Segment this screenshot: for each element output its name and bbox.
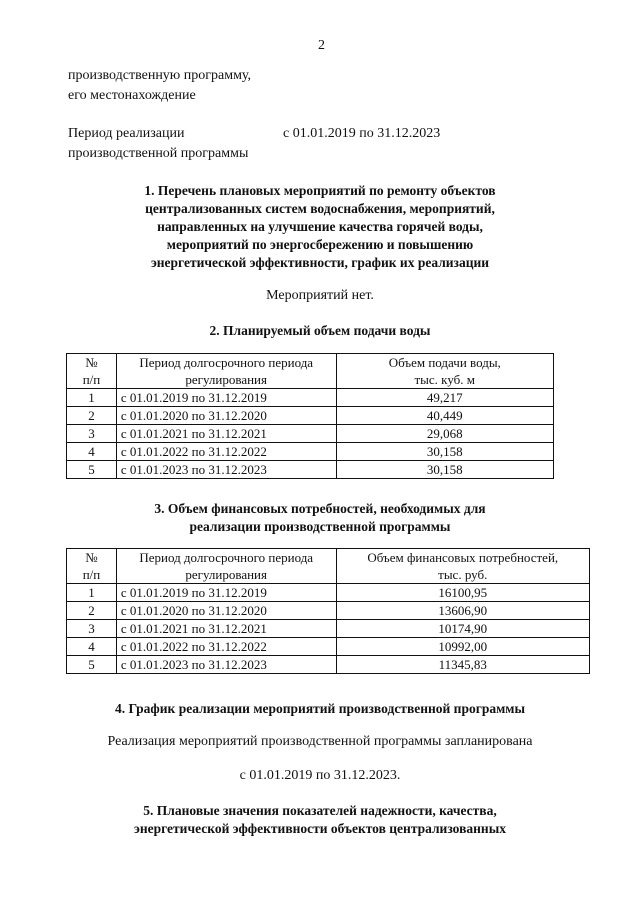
table-row: 5 с 01.01.2023 по 31.12.2023 11345,83 xyxy=(67,656,590,674)
financial-needs-table xyxy=(66,548,590,674)
section1-title-line-3: направленных на улучшение качества горячей воды, xyxy=(157,219,483,234)
section4-title: 4. График реализации мероприятий производственной программы xyxy=(114,701,526,716)
header-num: № п/п xyxy=(67,549,117,584)
table-row: 4 с 01.01.2022 по 31.12.2022 30,158 xyxy=(67,443,554,461)
intro-line-1: производственную программу, xyxy=(68,68,252,83)
section1-title-line-4: мероприятий по энергосбережению и повышению xyxy=(166,237,474,252)
section1-title-line-5: энергетической эффективности, график их реализации xyxy=(150,255,490,270)
table-row: 4 с 01.01.2022 по 31.12.2022 10992,00 xyxy=(67,638,590,656)
section2-title: 2. Планируемый объем подачи воды xyxy=(209,323,431,338)
table-header-row xyxy=(67,549,590,584)
intro-line-2: его местонахождение xyxy=(68,88,196,103)
header-period: Период долгосрочного периода регулирования xyxy=(116,549,336,584)
period-label-1: Период реализации xyxy=(68,126,185,141)
section4-body-line-2: с 01.01.2019 по 31.12.2023. xyxy=(239,768,401,783)
header-period: Период долгосрочного периода регулирования xyxy=(116,354,336,389)
section5-title-line-2: энергетической эффективности объектов централизованных xyxy=(133,821,506,836)
section3-title-line-2: реализации производственной программы xyxy=(189,519,451,534)
period-value: с 01.01.2019 по 31.12.2023 xyxy=(283,126,441,141)
section3-title-line-1: 3. Объем финансовых потребностей, необходимых для xyxy=(154,501,486,516)
header-volume: Объем подачи воды, тыс. куб. м xyxy=(336,354,554,389)
header-financial-needs: Объем финансовых потребностей, тыс. руб. xyxy=(336,549,590,584)
table-header-row xyxy=(67,354,554,389)
section1-body: Мероприятий нет. xyxy=(266,288,374,303)
period-label-2: производственной программы xyxy=(68,146,249,161)
page-number: 2 xyxy=(318,38,325,53)
section1-title-line-2: централизованных систем водоснабжения, мероприятий, xyxy=(145,201,495,216)
section5-title-line-1: 5. Плановые значения показателей надежности, качества, xyxy=(143,803,497,818)
table-row: 3 с 01.01.2021 по 31.12.2021 10174,90 xyxy=(67,620,590,638)
water-supply-table xyxy=(66,353,554,479)
header-num: № п/п xyxy=(67,354,117,389)
table-row: 2 с 01.01.2020 по 31.12.2020 13606,90 xyxy=(67,602,590,620)
section4-body-line-1: Реализация мероприятий производственной программы запланирована xyxy=(107,734,533,749)
table-row: 5 с 01.01.2023 по 31.12.2023 30,158 xyxy=(67,461,554,479)
table-row: 1 с 01.01.2019 по 31.12.2019 49,217 xyxy=(67,389,554,407)
table-row: 1 с 01.01.2019 по 31.12.2019 16100,95 xyxy=(67,584,590,602)
section1-title-line-1: 1. Перечень плановых мероприятий по ремонту объектов xyxy=(144,183,496,198)
table-row: 3 с 01.01.2021 по 31.12.2021 29,068 xyxy=(67,425,554,443)
table-row: 2 с 01.01.2020 по 31.12.2020 40,449 xyxy=(67,407,554,425)
